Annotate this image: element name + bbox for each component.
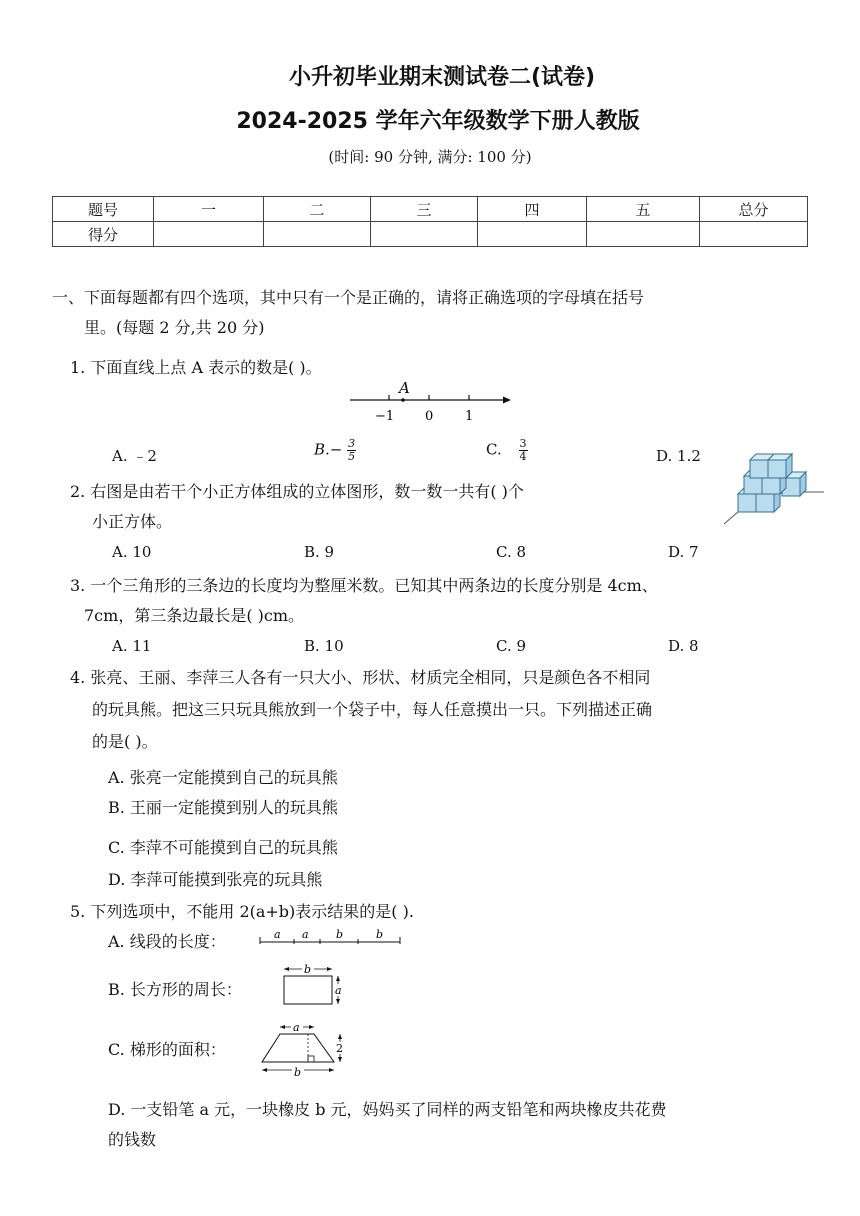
score-cell: 二: [264, 197, 371, 222]
q5-option-c[interactable]: C. 梯形的面积：: [108, 1040, 226, 1059]
q5-option-a[interactable]: A. 线段的长度：: [108, 932, 226, 951]
rect-height-label: a: [335, 984, 342, 997]
q5-stem: 5. 下列选项中，不能用 2(a+b)表示结果的是( ).: [70, 902, 414, 921]
q3-option-c[interactable]: C. 9: [496, 637, 527, 655]
q3-stem: 3. 一个三角形的三条边的长度均为整厘米数。已知其中两条边的长度分别是 4cm、: [70, 576, 658, 595]
score-cell: 题号: [53, 197, 154, 222]
q4-option-a[interactable]: A. 张亮一定能摸到自己的玩具熊: [108, 768, 338, 787]
q1-option-c-prefix: C.: [486, 440, 502, 459]
q5-option-d[interactable]: D. 一支铅笔 a 元，一块橡皮 b 元，妈妈买了同样的两支铅笔和两块橡皮共花费: [108, 1100, 667, 1119]
segment-label: a: [274, 928, 281, 941]
q3-stem-cont: 7cm，第三条边最长是( )cm。: [84, 606, 305, 625]
q2-option-c[interactable]: C. 8: [496, 543, 527, 561]
section1-heading: 一、下面每题都有四个选项，其中只有一个是正确的，请将正确选项的字母填在括号: [52, 288, 645, 307]
trap-bottom-label: b: [294, 1066, 302, 1078]
cube-stack-figure-icon: [720, 448, 828, 528]
q3-option-d[interactable]: D. 8: [668, 637, 699, 655]
q3-option-a[interactable]: A. 11: [112, 637, 152, 655]
score-cell: 三: [371, 197, 478, 222]
score-cell: 一: [154, 197, 264, 222]
trap-height-label: 2: [336, 1042, 343, 1055]
score-cell: 得分: [53, 222, 154, 247]
q1-tick-label: −1: [375, 409, 395, 424]
q1-option-d[interactable]: D. 1.2: [656, 447, 701, 465]
exam-subtitle-grade: 2024-2025 学年六年级数学下册人教版: [236, 109, 640, 134]
q1-option-a[interactable]: A. ﹣2: [112, 447, 157, 465]
q4-option-d[interactable]: D. 李萍可能摸到张亮的玩具熊: [108, 870, 323, 889]
section1-heading-cont: 里。(每题 2 分,共 20 分): [84, 318, 265, 337]
q1-point-label: A: [399, 379, 410, 397]
score-input-cell[interactable]: [700, 222, 808, 247]
q5-trapezoid-figure: [256, 1020, 348, 1078]
score-table: [52, 196, 808, 247]
fraction-denominator: 4: [519, 450, 527, 463]
q1-option-b[interactable]: [314, 438, 356, 463]
segment-label: b: [376, 928, 384, 941]
q2-option-b[interactable]: B. 9: [304, 543, 335, 561]
q1-option-c-fraction: [519, 438, 528, 463]
q4-stem: 4. 张亮、王丽、李萍三人各有一只大小、形状、材质完全相同，只是颜色各不相同: [70, 668, 651, 687]
q2-stem: 2. 右图是由若干个小正方体组成的立体图形，数一数一共有( )个: [70, 482, 524, 501]
segment-label: a: [302, 928, 309, 941]
exam-title: 小升初毕业期末测试卷二(试卷): [288, 65, 596, 90]
q2-option-d[interactable]: D. 7: [668, 543, 699, 561]
q4-stem-cont: 的是( )。: [92, 732, 158, 751]
q1-option-b-fraction: [347, 438, 356, 463]
q1-option-c[interactable]: [486, 438, 528, 463]
score-table-score-row: [53, 222, 808, 247]
score-input-cell[interactable]: [587, 222, 700, 247]
q1-number-line: [345, 378, 515, 426]
q4-option-c[interactable]: C. 李萍不可能摸到自己的玩具熊: [108, 838, 338, 857]
score-cell: 五: [587, 197, 700, 222]
score-cell: 总分: [700, 197, 808, 222]
score-cell: 四: [478, 197, 587, 222]
q1-stem: 1. 下面直线上点 A 表示的数是( )。: [70, 358, 322, 377]
q2-option-a[interactable]: A. 10: [112, 543, 152, 561]
q1-option-b-prefix: B.−: [314, 440, 343, 459]
q5-option-b[interactable]: B. 长方形的周长：: [108, 980, 242, 999]
q1-tick-label: 1: [465, 409, 474, 424]
q2-stem-cont: 小正方体。: [92, 512, 173, 531]
q1-tick-label: 0: [425, 409, 434, 424]
q4-option-b[interactable]: B. 王丽一定能摸到别人的玩具熊: [108, 798, 338, 817]
q5-option-d-cont: 的钱数: [108, 1130, 157, 1149]
score-input-cell[interactable]: [154, 222, 264, 247]
fraction-numerator: 3: [519, 437, 527, 450]
score-input-cell[interactable]: [371, 222, 478, 247]
rect-width-label: b: [304, 963, 312, 976]
q5-segment-figure: [256, 926, 404, 948]
score-table-header-row: [53, 197, 808, 222]
q3-option-b[interactable]: B. 10: [304, 637, 344, 655]
score-input-cell[interactable]: [478, 222, 587, 247]
fraction-numerator: 3: [348, 437, 356, 450]
score-input-cell[interactable]: [264, 222, 371, 247]
fraction-denominator: 5: [348, 450, 356, 463]
trap-top-label: a: [293, 1021, 300, 1034]
segment-label: b: [336, 928, 344, 941]
q5-rectangle-figure: [278, 962, 346, 1008]
exam-time-info: (时间: 90 分钟, 满分: 100 分): [328, 148, 532, 166]
q4-stem-cont: 的玩具熊。把这三只玩具熊放到一个袋子中，每人任意摸出一只。下列描述正确: [92, 700, 653, 719]
